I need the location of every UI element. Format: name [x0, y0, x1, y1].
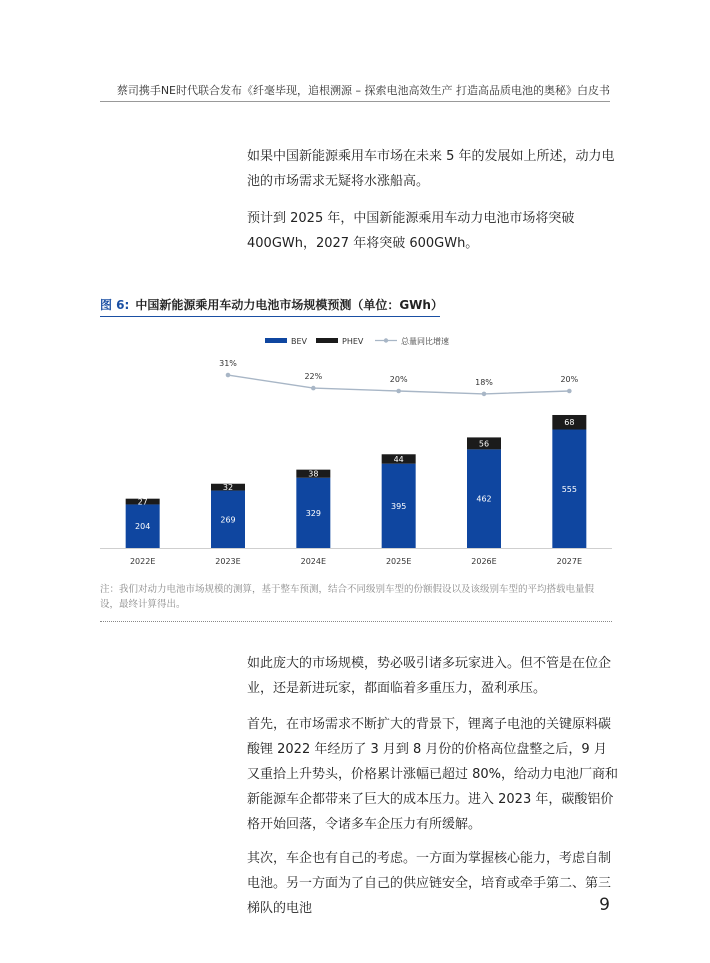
legend-swatch	[265, 338, 287, 343]
body-paragraph: 预计到 2025 年，中国新能源乘用车动力电池市场将突破 400GWh，2027 年将突破 600GWh。	[247, 211, 575, 251]
figure-number: 图 6:	[100, 298, 130, 312]
growth-rate-label: 31%	[219, 359, 237, 369]
body-paragraph: 其次，车企也有自己的考虑。一方面为掌握核心能力，考虑自制电池。另一方面为了自己的供应链安全，培育或牵手第二、第三梯队的电池	[247, 851, 612, 916]
x-tick-label: 2023E	[215, 557, 241, 566]
figure-title-underline	[100, 316, 440, 317]
x-tick-label: 2025E	[385, 557, 412, 566]
bar-value-label: 204	[135, 522, 151, 532]
x-tick-label: 2027E	[556, 557, 583, 566]
growth-rate-point	[396, 389, 401, 394]
body-paragraph: 如果中国新能源乘用车市场在未来 5 年的发展如上所述，动力电池的市场需求无疑将水涨船高。	[247, 149, 615, 189]
legend-label: BEV	[291, 337, 308, 346]
bar-value-label: 395	[391, 501, 407, 511]
figure-note: 注：我们对动力电池市场规模的测算，基于整车预测，结合不同级别车型的份额假设以及该级别车型的平均搭载电量假设，最终计算得出。	[100, 584, 595, 610]
growth-rate-point	[226, 373, 231, 378]
bar-value-label: 38	[308, 469, 319, 479]
figure-bottom-divider	[100, 621, 612, 622]
growth-rate-point	[567, 389, 572, 394]
legend-label: PHEV	[342, 337, 364, 346]
bar-value-label: 44	[393, 454, 404, 464]
legend-marker	[384, 338, 388, 342]
x-tick-label: 2026E	[471, 557, 497, 566]
bar-value-label: 329	[305, 508, 321, 518]
legend-label: 总量同比增速	[401, 337, 449, 346]
bar-value-label: 555	[561, 484, 577, 494]
running-header: 蔡司携手NE时代联合发布《纤毫毕现，追根溯源 – 探索电池高效生产 打造高品质电池的奥秘》白皮书	[116, 84, 610, 97]
bar-value-label: 462	[476, 494, 492, 504]
bar-value-label: 27	[137, 497, 148, 507]
legend-swatch	[316, 338, 338, 343]
page-number: 9	[599, 895, 610, 915]
body-paragraph: 如此庞大的市场规模，势必吸引诸多玩家进入。但不管是在位企业，还是新进玩家，都面临着多重压力，盈利承压。	[247, 656, 612, 696]
growth-rate-point	[311, 386, 316, 391]
bar-value-label: 32	[222, 483, 234, 493]
figure-title	[100, 296, 443, 313]
body-paragraph: 首先，在市场需求不断扩大的背景下，锂离子电池的关键原料碳酸锂 2022 年经历了 3 月到 8 月份的价格高位盘整之后，9 月又重拾上升势头，价格累计涨幅已超过 80%，给动力电池厂商和新能源车企都带来了巨大的成本压力。进入 2023 年，碳酸铝价格开始回落，令诸多车企压力有所缓解。	[247, 717, 619, 832]
growth-rate-label: 20%	[560, 375, 579, 384]
growth-rate-label: 20%	[389, 375, 408, 384]
growth-rate-point	[482, 392, 487, 397]
stacked-bar-chart	[100, 325, 612, 573]
figure-caption: 中国新能源乘用车动力电池市场规模预测（单位：GWh）	[135, 298, 443, 312]
bar-value-label: 269	[220, 515, 236, 525]
x-tick-label: 2024E	[300, 557, 327, 566]
bar-value-label: 56	[478, 439, 490, 449]
growth-rate-label: 22%	[304, 372, 323, 382]
growth-rate-label: 18%	[475, 377, 493, 387]
x-tick-label: 2022E	[129, 557, 156, 566]
bar-value-label: 68	[564, 418, 575, 428]
header-divider	[100, 101, 610, 102]
